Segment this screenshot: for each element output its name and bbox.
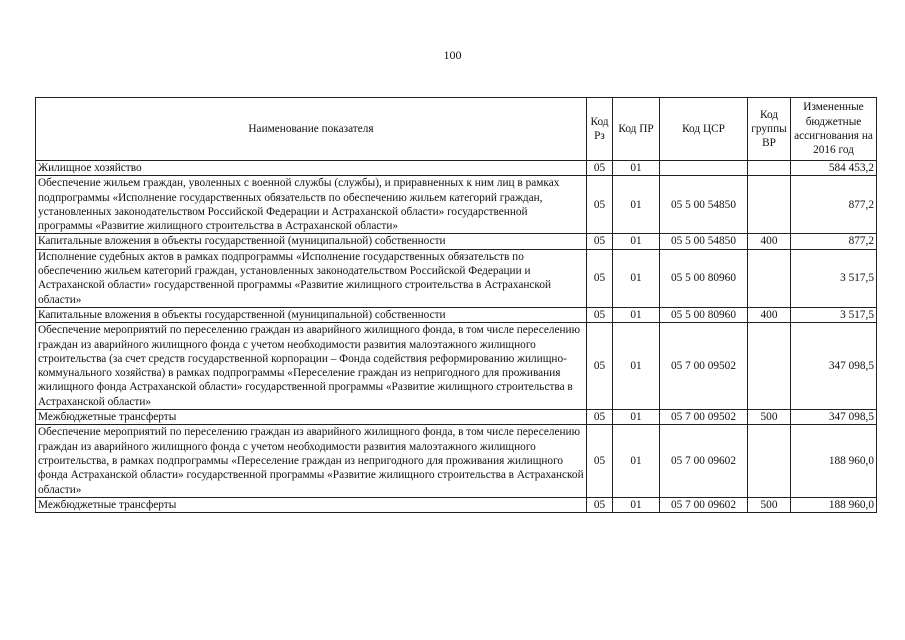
- cell-csr: 05 7 00 09602: [660, 497, 748, 512]
- budget-table: [35, 97, 877, 513]
- cell-csr: 05 7 00 09502: [660, 410, 748, 425]
- cell-rz: 05: [587, 176, 613, 234]
- cell-pr: 01: [613, 307, 660, 322]
- cell-amount: 3 517,5: [791, 307, 877, 322]
- cell-vr: 400: [748, 234, 791, 249]
- cell-amount: 584 453,2: [791, 161, 877, 176]
- cell-rz: 05: [587, 425, 613, 497]
- cell-name: Жилищное хозяйство: [36, 161, 587, 176]
- table-header-row: [36, 98, 877, 161]
- cell-amount: 877,2: [791, 176, 877, 234]
- header-pr: Код ПР: [613, 98, 660, 161]
- header-amount: Измененные бюджетные ассигнования на 2016 год: [791, 98, 877, 161]
- cell-csr: 05 5 00 80960: [660, 249, 748, 307]
- cell-pr: 01: [613, 234, 660, 249]
- cell-csr: [660, 161, 748, 176]
- cell-rz: 05: [587, 234, 613, 249]
- table-row: [36, 234, 877, 249]
- cell-vr: 500: [748, 410, 791, 425]
- cell-pr: 01: [613, 323, 660, 410]
- cell-name: Обеспечение мероприятий по переселению граждан из аварийного жилищного фонда, в том числе переселению граждан из аварийного жилищного фонда с учетом необходимости развития малоэтажного жилищного строительства, в рамках подпрограммы «Переселение граждан из непригодного для проживания жилищного фонда Астраханской области» государственной программы «Развитие жилищного строительства в Астраханской области»: [36, 425, 587, 497]
- cell-vr: [748, 249, 791, 307]
- table-row: [36, 410, 877, 425]
- cell-pr: 01: [613, 249, 660, 307]
- cell-name: Обеспечение мероприятий по переселению граждан из аварийного жилищного фонда, в том числе переселению граждан из аварийного жилищного фонда с учетом необходимости развития малоэтажного жилищного строительства (за счет средств государственной корпорации – Фонда содействия реформированию жилищно-коммунального хозяйства) в рамках подпрограммы «Переселение граждан из непригодного для проживания жилищного фонда Астраханской области» государственной программы «Развитие жилищного строительства в Астраханской области»: [36, 323, 587, 410]
- table-row: [36, 497, 877, 512]
- cell-amount: 188 960,0: [791, 497, 877, 512]
- table-row: [36, 425, 877, 497]
- cell-amount: 347 098,5: [791, 323, 877, 410]
- cell-amount: 3 517,5: [791, 249, 877, 307]
- cell-name: Межбюджетные трансферты: [36, 497, 587, 512]
- cell-name: Межбюджетные трансферты: [36, 410, 587, 425]
- cell-rz: 05: [587, 323, 613, 410]
- cell-vr: [748, 425, 791, 497]
- cell-csr: 05 7 00 09602: [660, 425, 748, 497]
- cell-name: Капитальные вложения в объекты государственной (муниципальной) собственности: [36, 234, 587, 249]
- cell-csr: 05 5 00 54850: [660, 234, 748, 249]
- cell-csr: 05 5 00 54850: [660, 176, 748, 234]
- cell-pr: 01: [613, 410, 660, 425]
- cell-csr: 05 7 00 09502: [660, 323, 748, 410]
- cell-rz: 05: [587, 249, 613, 307]
- cell-name: Капитальные вложения в объекты государственной (муниципальной) собственности: [36, 307, 587, 322]
- cell-pr: 01: [613, 161, 660, 176]
- cell-vr: [748, 161, 791, 176]
- cell-vr: [748, 323, 791, 410]
- cell-csr: 05 5 00 80960: [660, 307, 748, 322]
- cell-rz: 05: [587, 161, 613, 176]
- header-name: Наименование показателя: [36, 98, 587, 161]
- cell-vr: [748, 176, 791, 234]
- cell-name: Исполнение судебных актов в рамках подпрограммы «Исполнение государственных обязательств по обеспечению жильем категорий граждан, установленных законодательством Российской Федерации и Астраханской области» государственной программы «Развитие жилищного строительства в Астраханской области»: [36, 249, 587, 307]
- cell-amount: 347 098,5: [791, 410, 877, 425]
- cell-pr: 01: [613, 176, 660, 234]
- cell-pr: 01: [613, 425, 660, 497]
- cell-amount: 188 960,0: [791, 425, 877, 497]
- table-row: [36, 249, 877, 307]
- header-rz: Код Рз: [587, 98, 613, 161]
- cell-rz: 05: [587, 307, 613, 322]
- table-row: [36, 176, 877, 234]
- cell-vr: 500: [748, 497, 791, 512]
- cell-name: Обеспечение жильем граждан, уволенных с военной службы (службы), и приравненных к ним лиц в рамках подпрограммы «Исполнение государственных обязательств по обеспечению жильем категорий граждан, установленных законодательством Российской Федерации и Астраханской области» государственной программы «Развитие жилищного строительства в Астраханской области»: [36, 176, 587, 234]
- cell-pr: 01: [613, 497, 660, 512]
- page-number: 100: [443, 48, 462, 62]
- cell-rz: 05: [587, 497, 613, 512]
- table-row: [36, 323, 877, 410]
- cell-amount: 877,2: [791, 234, 877, 249]
- header-vr: Код группы ВР: [748, 98, 791, 161]
- cell-vr: 400: [748, 307, 791, 322]
- header-csr: Код ЦСР: [660, 98, 748, 161]
- table-row: [36, 307, 877, 322]
- table-row: [36, 161, 877, 176]
- cell-rz: 05: [587, 410, 613, 425]
